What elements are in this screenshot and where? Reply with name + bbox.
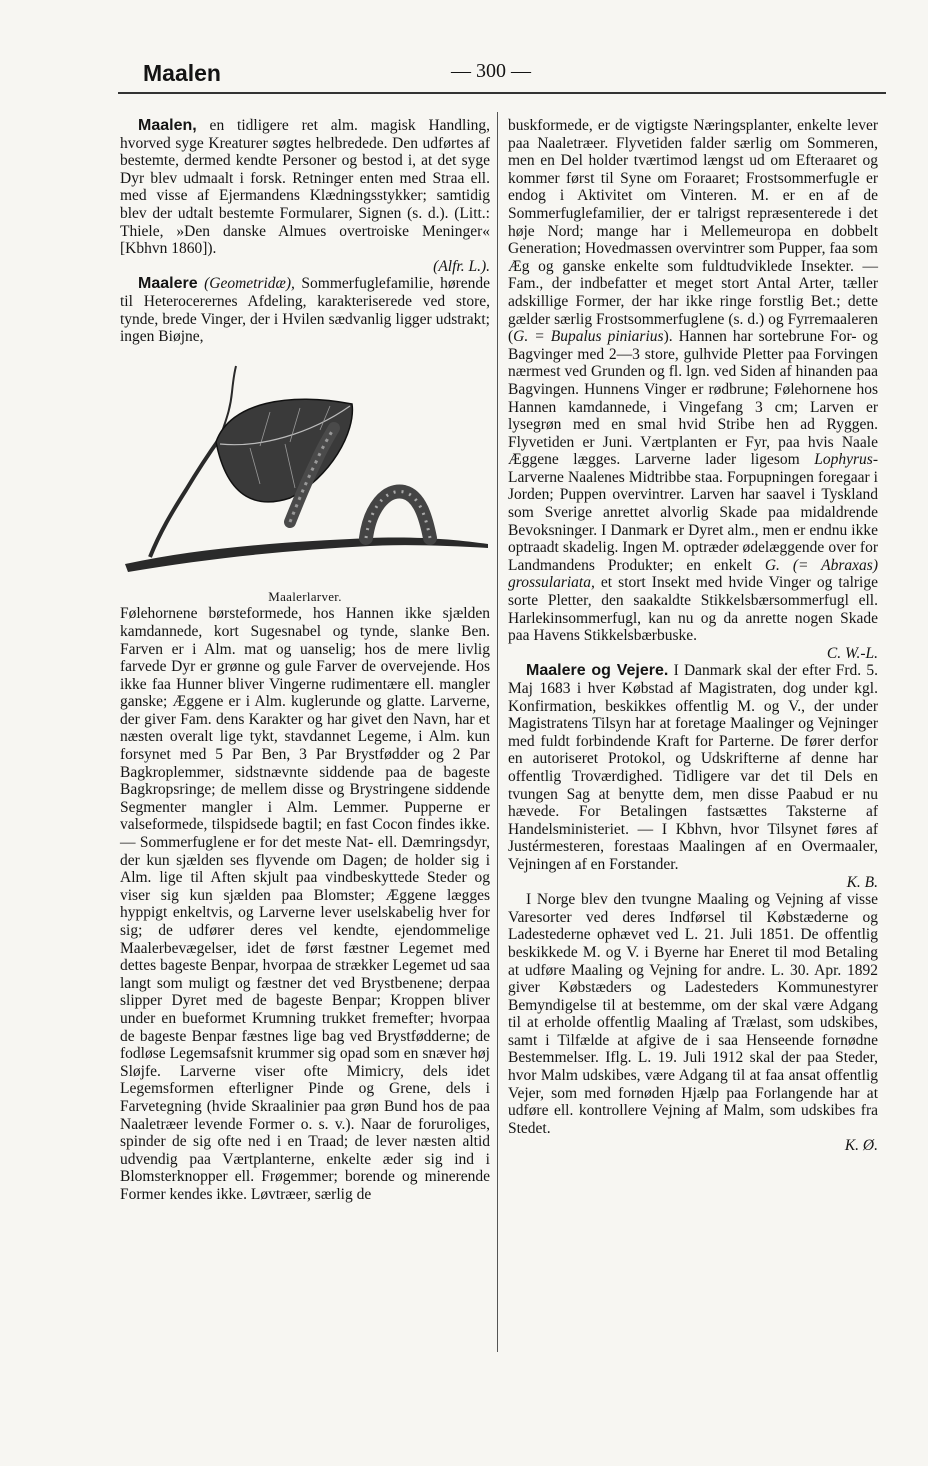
caterpillar-illustration [120,352,490,588]
headword-maalere-og-vejere: Maalere og Vejere. [526,662,669,680]
entry-maalere [120,275,490,345]
entry-maalere-signature: C. W.-L. [826,644,878,662]
entry-maalere-continuation [508,117,878,645]
entry-maalere-text: Sommerfuglefamilie, hørende til Heterocerernes Afdeling, karakteriserede ved store, tynde, brede Vinger, der i Hvilen sædvanlig ligger udstrakt; ingen Biøjne, [120,275,490,346]
entry-maalen [120,117,490,258]
entry-maalere-og-vejere-text: I Danmark skal der efter Frd. 5. Maj 1683 i hver Købstad af Magistraten, dog under kgl. Konfirmation, beskikkes offentlig M. og V., der under Magistratens Tilsyn har at foretage Maalinger og Vejninger med fuldt forbindende Kraft for Parterne. De fører derfor en autoriseret Protokol, og Udskrifterne af denne har offentlig Troværdighed. Tidligere var det til Dels en tvungen Sag at benytte dem, men disse Paabud er nu hævede. For Betalingen fastsættes Taksterne af Handelsministeriet. — I Kbhvn, hvor Tilsynet føres af Justérmesteren, forestaas Maalingen af en Overmaaler, Vejningen af en Forstander. [508,662,879,873]
running-head-title: Maalen [143,60,221,86]
latin-name-geometridae: (Geometridæ), [197,275,295,293]
latin-name-bupalus: G. = Bupalus piniarius [513,328,664,346]
headword-maalen: Maalen, [138,117,197,134]
right-column [508,117,878,1155]
text-run: et stort Insekt med hvide Vinger og talrige sorte Pletter, den saakaldte Stikkelsbærsommerfugl ell. Harlekinsommerfugl, kan nu og da anrette nogen Skade paa Havens Stikkelsbærbuske. [508,574,878,645]
page-header [143,56,783,96]
left-column [120,117,490,1204]
entry-maalen-text: en tidligere ret alm. magisk Handling, hvorved syge Kreaturer søgtes helbredede. Den udførtes af bestemte, dermed kendte Personer og bestod i, at det syge Dyr blev udmaalt i forsk. Retninger enten med Straa ell. med visse af Ejermandens Klædningsstykker; samtidig blev der udtalt bestemte Formularer, Signen (s. d.). (Litt.: Thiele, »Den danske Almues overtroiske Meninger« [Kbhvn 1860]). [120,117,490,258]
leaf [216,399,352,502]
latin-name-abraxas: G. (= Abraxas) grossulariata, [508,556,879,592]
column-divider [497,112,498,1352]
header-rule [118,92,886,94]
entry-maalen-signature: (Alfr. L.). [433,257,490,275]
caterpillar-drawing [120,352,490,588]
caterpillar-2 [366,491,430,538]
entry-maalere-og-vejere [508,662,878,873]
text-run: buskformede, er de vigtigste Næringsplanter, enkelte lever paa Naaletræer. Flyvetiden falder særlig om Sommeren, men en Del holder tværtimod længst ud om Efteraaret og kommer først til Syne om Foraaret; Frostsommerfugle er endog i Aktivitet om Vinteren. M. er en af de Sommerfuglefamilier, der er talrigst repræsenterede i det høje Nord; mange har i Mellemeuropa en dobbelt Generation; Hovedmassen overvintrer som Pupper, faa som Æg og ganske enkelte som fuldtudviklede Insekter. — Fam., der indbefatter et meget stort Antal Arter, tæller adskillige Former, der har ikke ringe forstlig Bet.; dette gælder særlig Frostsommerfuglene (s. d.) og Fyrremaaleren ( [508,117,878,346]
entry-maalere-og-vejere-signature: K. B. [846,873,878,891]
entry-maalere-continued: Følehornene børsteformede, hos Hannen ikke sjælden kamdannede, kort Sugesnabel og tynde, slanke Ben. Farven er i Alm. mat og uanselig; hos de mere livlig farvede Dyr er grønne og gule Farver de overvejende. Hos ikke faa Hunner bliver Vingerne rudimentære ell. mangler ganske; Æggene er i Alm. kuglerunde og glatte. Larverne, der giver Fam. dens Karakter og har givet den Navn, har et næsten overalt lige tykt, stavdannet Legeme, i Alm. kun forsynet med 5 Par Ben, 3 Par Brystfødder og 2 Par Bagkroplemmer, sidstnævnte siddende paa de bageste Bagkropsringe; de mellem disse og Brystringene siddende Segmenter mangler i Alm. Lemmer. Pupperne er valseformede, tilspidsede bagtil; en fast Cocon findes ikke. — Sommerfuglene er for det meste Nat- ell. Dæmringsdyr, der kun sjælden ses flyvende om Dagen; de holder sig i Alm. lige til Aften skjult paa vindbeskyttede Steder og viser sig kun sjælden paa Blomster; Æggene lægges hyppigt enkeltvis, og Larverne lever uselskabelig hver for sig; de udfører deres vel kendte, ejendommelige Maalerbevægelser, idet de først fæstner Legemet med dettes bageste Benpar, hvorpaa de strækker Legemet ud saa langt som muligt og fæstner det ved Brystbenene; derpaa slipper Dyret med de bageste Benpar; Kroppen bliver under en bueformet Krumning trukket fremefter; hvorpaa de bageste Benpar fæstnes lige bag ved Brystfødderne; de fodløse Legemsafsnit krummer sig opad som en snæver høj Sløjfe. Larverne viser ofte Mimicry, dels idet Legemsformen efterligner Pinde og Grene, dels i Farvetegning (hvide Skraalinier paa grøn Bund hos de paa Naaletræer levende Former o. s. v.). Naar de foruroliges, spinder de sig ofte ned i en Traad; de lever næsten altid udvendig paa Værtplanterne, enkelte æder sig ind i Blomsterknopper ell. Frøgemmer; borende og minerende Former kendes ikke. Løvtræer, særlig de [120,605,490,1203]
entry-maalere-og-vejere-norway: I Norge blev den tvungne Maaling og Vejning af visse Varesorter ved deres Indførsel til Købstæderne og Ladestederne ophævet ved L. 21. Juli 1851. De offentlig beskikkede M. og V. i Byerne har Eneret til mod Betaling at udføre Maaling og Vejning for andre. L. 30. Apr. 1892 giver Købstæders og Ladesteders Kommunestyrer Bemyndigelse til at bestemme, om der skal være Adgang til at erholde offentlig Maaling af Trælast, som udskibes, samt i Tilfælde at afgive de i saa Henseende fornødne Bestemmelser. Iflg. L. 19. Juli 1912 skal der paa Steder, hvor Malm udskibes, være Adgang til at faa ansat offentlig Vejer, som med fornøden Hjælp paa Forlangende har at udføre ell. kontrollere Vejning af Malm, som udskibes fra Stedet. [508,891,878,1137]
latin-name-lophyrus: Lophyrus [814,451,873,469]
text-run: -Larverne Naalenes Midtribbe staa. Forpupningen foregaar i Jorden; Puppen overvintrer. Larven har saavel i Tyskland som Sverige anrettet alvorlig Skade paa midaldrende Bevoksninger. I Danmark er Dyret alm., men er endnu ikke optraadt skadelig. Ingen M. optræder ødelæggende over for Landmandens Produkter; en enkelt [508,451,878,574]
text-run: ). Hannen har sortebrune For- og Bagvinger med 2—3 store, gulhvide Pletter paa Forvingen nærmest ved Grunden og fl. lgn. ved Siden af hinanden paa Bagvingen. Hunnens Vinger er rødbrune; Følehornene hos Hannen kamdannede, i Vingefang 3 cm; Larven er lysegrøn med en smal hvid Stribe hen ad Ryggen. Flyvetiden er Juni. Værtplanten er Fyr, paa hvis Naale Æggene lægges. Larverne lader ligesom [508,328,878,469]
twig [150,438,220,557]
figure-caption: Maalerlarver. [268,588,342,604]
entry-maalere-og-vejere-norway-signature: K. Ø. [844,1137,878,1155]
headword-maalere: Maalere [138,275,198,293]
page-number: — 300 — [451,60,531,82]
